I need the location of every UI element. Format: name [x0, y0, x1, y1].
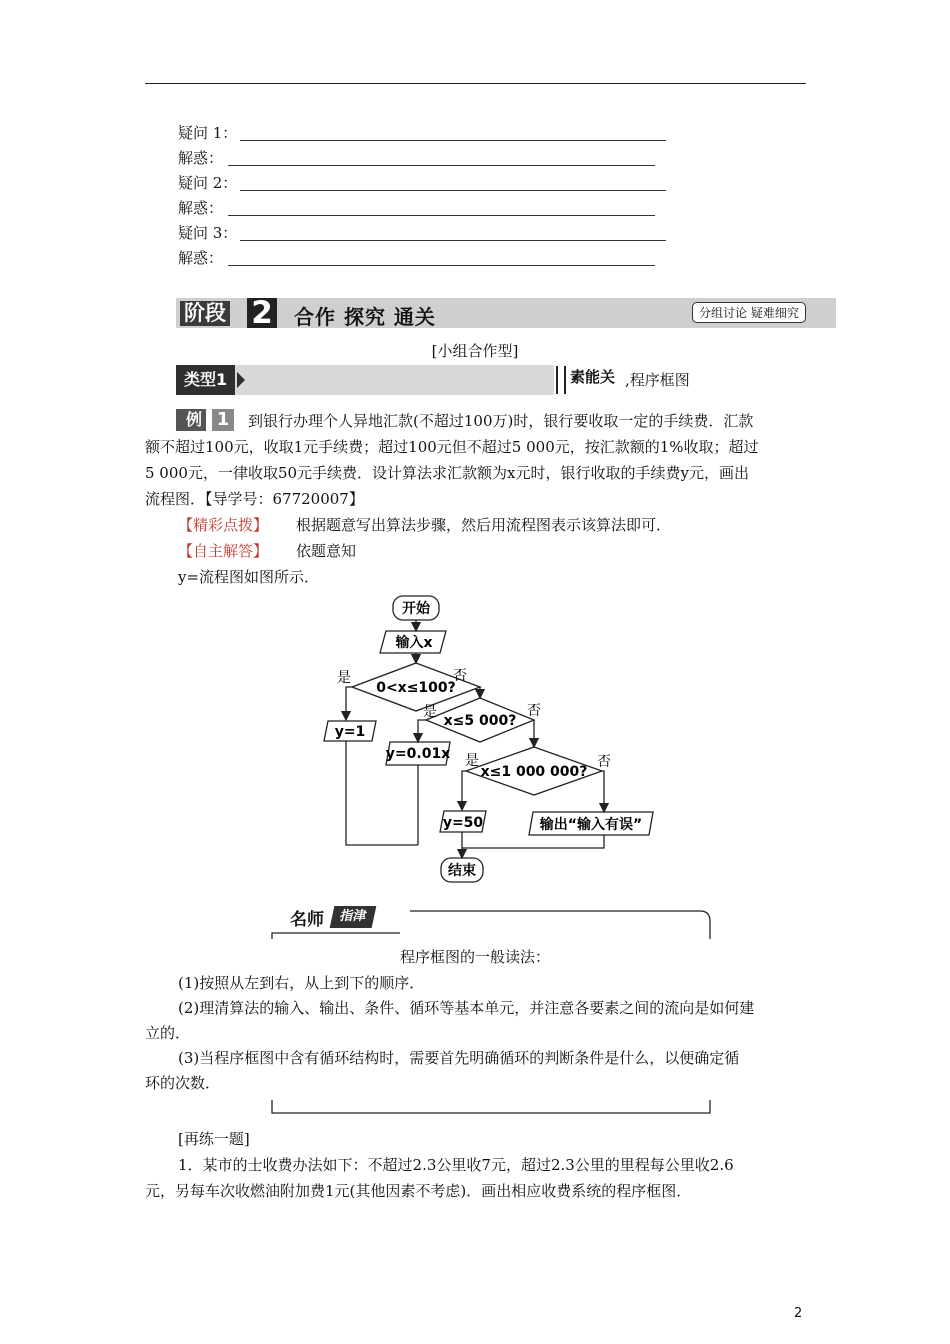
question-3-label: 疑问 3： [178, 224, 238, 242]
example-badge: 例 [176, 409, 206, 431]
practice-line-1: 1．某市的士收费办法如下：不超过2.3公里收7元，超过2.3公里的里程每公里收2.6 [178, 1156, 734, 1174]
teacher-heading: 程序框图的一般读法： [399, 948, 550, 966]
teacher-badge: 指津 [330, 906, 377, 928]
answer-1-line [228, 165, 655, 166]
hint-label: 【精彩点拨】 [178, 516, 269, 534]
hint-text: 根据题意写出算法步骤，然后用流程图表示该算法即可． [296, 516, 672, 534]
example-line-4: 流程图．【导学号：67720007】 [145, 490, 364, 508]
flow-error-text: 输出“输入有误” [539, 817, 643, 833]
type-tag: 类型1 [176, 365, 235, 395]
solution-text: 依题意知 [296, 542, 357, 560]
teacher-point-2b: 立的． [145, 1024, 191, 1042]
stage-tag: 分组讨论 疑难细究 [692, 302, 806, 323]
flow-no-1: 否 [453, 668, 467, 684]
solution-label: 【自主解答】 [178, 542, 269, 560]
group-label: [小组合作型] [431, 342, 519, 360]
question-3-line [240, 240, 666, 241]
answer-1-label: 解惑： [178, 149, 224, 167]
question-1-label: 疑问 1： [178, 124, 238, 142]
flowchart [320, 590, 660, 890]
question-2-label: 疑问 2： [178, 174, 238, 192]
stage-title: 合作 探究 通关 [294, 305, 436, 329]
teacher-point-2a: (2)理清算法的输入、输出、条件、循环等基本单元，并注意各要素之间的流向是如何建 [178, 999, 755, 1017]
answer-2-label: 解惑： [178, 199, 224, 217]
flow-yes-3: 是 [465, 753, 479, 769]
answer-2-line [228, 215, 655, 216]
solution-line-2: y=流程图如图所示． [178, 568, 320, 586]
header-rule [145, 83, 806, 84]
flow-cond3-text: x≤1 000 000? [480, 764, 588, 780]
example-number: 1 [212, 409, 234, 431]
flow-input-text: 输入x [395, 635, 433, 651]
stage-number: 2 [247, 298, 277, 328]
type-divider-icon [556, 366, 566, 394]
type-badge: 素能关 [570, 368, 616, 386]
question-1-line [240, 140, 666, 141]
stage-label: 阶段 [180, 301, 230, 326]
flow-no-3: 否 [597, 754, 611, 770]
example-line-3: 5 000元，一律收取50元手续费．设计算法求汇款额为x元时，银行收取的手续费y元，画出 [145, 464, 749, 482]
flow-out1-text: y=1 [334, 724, 366, 740]
teacher-point-3b: 环的次数． [145, 1074, 221, 1092]
practice-label: [再练一题] [178, 1130, 250, 1148]
flow-end-text: 结束 [448, 863, 476, 879]
teacher-title: 名师 [290, 910, 324, 930]
practice-line-2: 元，另每车次收燃油附加费1元(其他因素不考虑)．画出相应收费系统的程序框图． [145, 1182, 692, 1200]
type-text: ,程序框图 [625, 371, 690, 389]
example-line-2: 额不超过100元，收取1元手续费；超过100元但不超过5 000元，按汇款额的1%收取；超过 [145, 438, 759, 456]
example-line-1: 到银行办理个人异地汇款(不超过100万)时，银行要收取一定的手续费．汇款 [248, 412, 754, 430]
flow-out2-text: y=0.01x [385, 746, 451, 762]
teacher-point-3a: (3)当程序框图中含有循环结构时，需要首先明确循环的判断条件是什么，以便确定循 [178, 1049, 740, 1067]
flow-out3-text: y=50 [442, 815, 484, 831]
answer-3-label: 解惑： [178, 249, 224, 267]
teacher-point-1: (1)按照从左到右，从上到下的顺序． [178, 974, 425, 992]
flow-yes-2: 是 [423, 704, 437, 720]
flow-cond1-text: 0<x≤100? [376, 680, 456, 696]
question-2-line [240, 190, 666, 191]
flow-no-2: 否 [527, 703, 541, 719]
flow-yes-1: 是 [337, 670, 351, 686]
page-number: 2 [794, 1306, 803, 1321]
flow-cond2-text: x≤5 000? [443, 713, 517, 729]
type-arrow-icon [237, 372, 245, 388]
flow-start-text: 开始 [402, 601, 430, 617]
answer-3-line [228, 265, 655, 266]
